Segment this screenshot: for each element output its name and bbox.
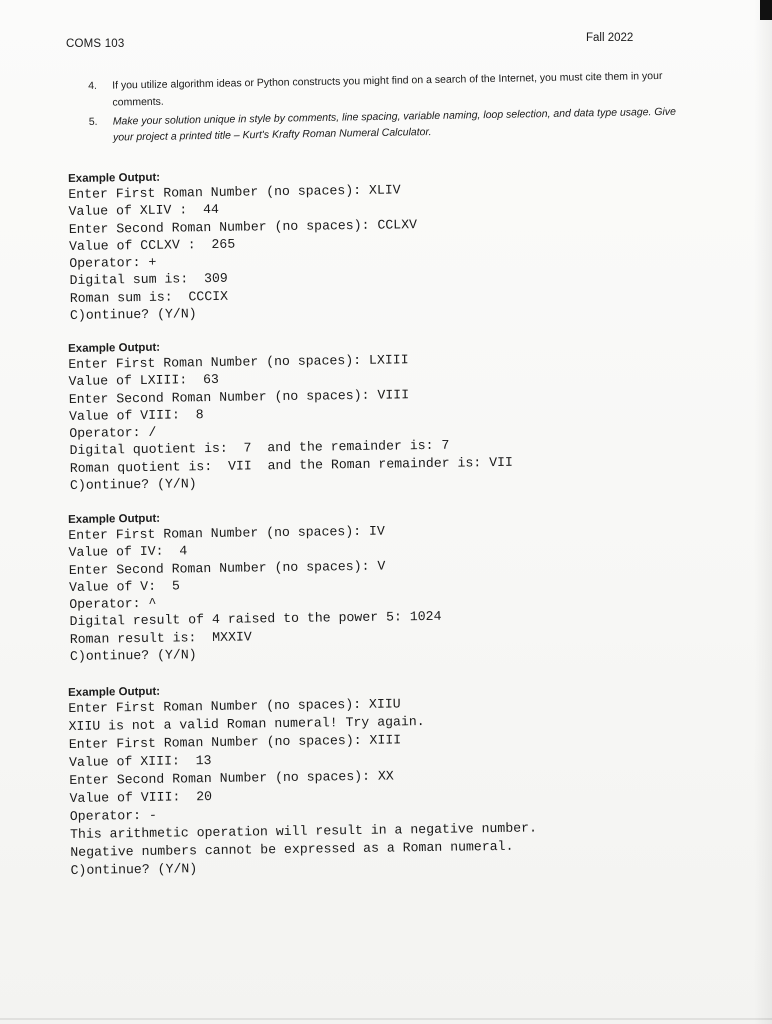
example-block-3 <box>68 505 670 666</box>
console-line: Negative numbers cannot be expressed as a Roman numeral. <box>70 838 514 860</box>
console-line: Enter Second Roman Number (no spaces): VIII <box>68 386 410 407</box>
console-line: Enter First Roman Number (no spaces): XIIU <box>68 696 401 716</box>
corner-mark <box>760 0 772 20</box>
console-line: Operator: ^ <box>69 595 157 613</box>
console-line: Value of XLIV : 44 <box>68 202 220 220</box>
console-line: This arithmetic operation will result in a negative number. <box>69 820 538 842</box>
example-block-2 <box>68 334 670 495</box>
instruction-list <box>88 68 689 150</box>
page-edge-shadow <box>754 0 772 1024</box>
console-line: C)ontinue? (Y/N) <box>70 861 198 878</box>
console-line: Value of CCLXV : 265 <box>68 236 236 254</box>
course-code: COMS 103 <box>66 38 125 50</box>
console-line: Value of V: 5 <box>68 578 180 595</box>
list-text: Make your solution unique in style by comments, line spacing, variable naming, loop selection, and data type usage. Give your project a printed title – Kurt's Krafty Roman Numeral Calculator. <box>112 105 677 144</box>
console-line: Roman sum is: CCCIX <box>69 288 229 306</box>
console-line: Value of IV: 4 <box>68 543 188 561</box>
console-line: Digital quotient is: 7 and the remainder is: 7 <box>69 438 450 459</box>
console-line: XIIU is not a valid Roman numeral! Try again. <box>68 714 425 734</box>
example-heading: Example Output: <box>68 341 161 355</box>
console-line: Enter First Roman Number (no spaces): IV <box>68 523 385 543</box>
term-label: Fall 2022 <box>586 32 634 44</box>
console-line: C)ontinue? (Y/N) <box>69 476 197 494</box>
console-line: Enter Second Roman Number (no spaces): CCLXV <box>68 216 418 237</box>
console-line: Roman quotient is: VII and the Roman remainder is: VII <box>69 454 514 476</box>
console-line: Digital result of 4 raised to the power 5: 1024 <box>69 609 442 630</box>
page-bottom-edge <box>0 1018 772 1020</box>
console-line: Value of VIII: 8 <box>68 407 204 424</box>
list-number: 5. <box>88 115 98 128</box>
console-line: Value of XIII: 13 <box>68 753 212 770</box>
list-text: If you utilize algorithm ideas or Python constructs you might find on a search of the Internet, you must cite them in your comments. <box>112 69 663 109</box>
console-line: Enter First Roman Number (no spaces): XIII <box>68 732 402 752</box>
list-number: 4. <box>88 79 98 92</box>
console-line: C)ontinue? (Y/N) <box>69 306 197 324</box>
console-line: Operator: + <box>69 254 157 272</box>
console-line: Roman result is: MXXIV <box>69 629 252 647</box>
console-line: Enter First Roman Number (no spaces): LXIII <box>68 352 409 372</box>
console-line: Enter First Roman Number (no spaces): XLIV <box>68 182 401 202</box>
example-heading: Example Output: <box>68 512 161 526</box>
console-line: Digital sum is: 309 <box>69 271 228 289</box>
console-line: Enter Second Roman Number (no spaces): XX <box>69 768 394 788</box>
example-heading: Example Output: <box>68 171 161 185</box>
console-line: C)ontinue? (Y/N) <box>69 647 197 665</box>
console-line: Value of LXIII: 63 <box>68 372 220 390</box>
example-heading: Example Output: <box>68 685 161 699</box>
console-line: Operator: / <box>69 424 157 442</box>
console-line: Value of VIII: 20 <box>69 789 213 806</box>
console-line: Enter Second Roman Number (no spaces): V <box>68 558 386 578</box>
example-block-4 <box>68 678 671 880</box>
console-line: Operator: - <box>69 807 157 824</box>
example-block-1 <box>68 164 670 325</box>
